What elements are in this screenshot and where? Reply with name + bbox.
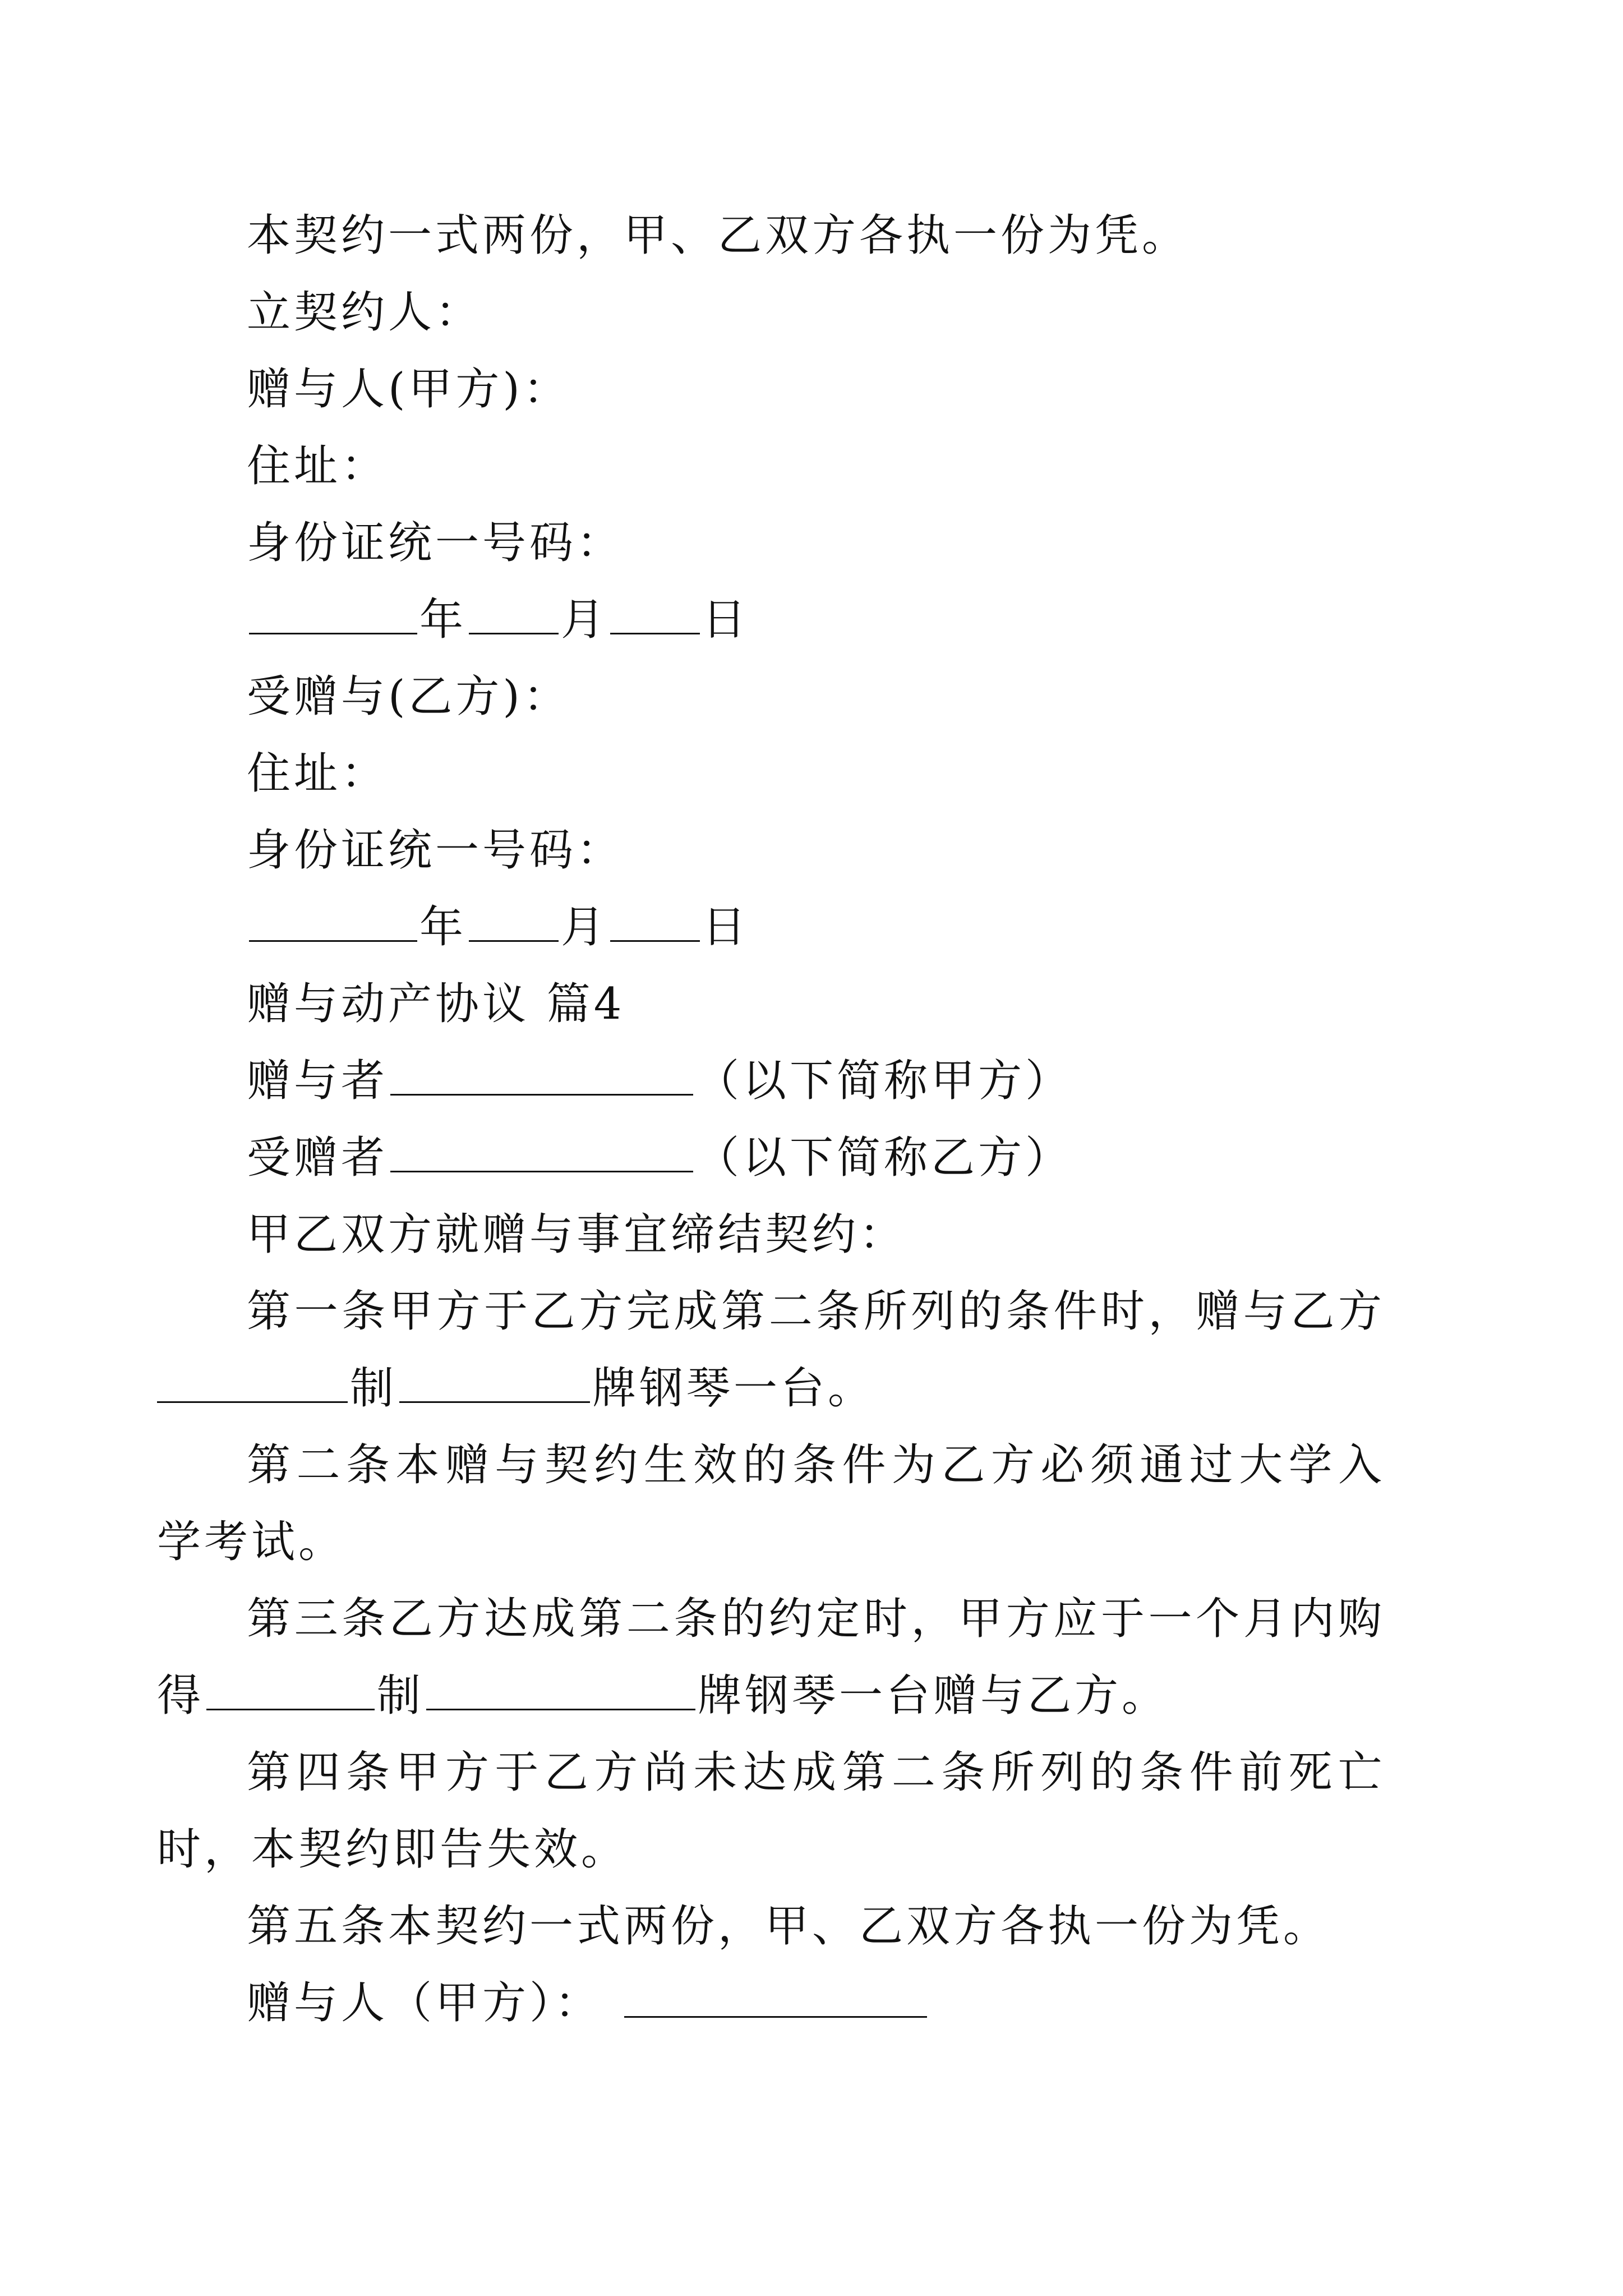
article-1-line-1: 第一条甲方于乙方完成第二条所列的条件时，赠与乙方 <box>247 1286 1385 1337</box>
donee-party-suffix: （以下简称乙方） <box>695 1133 1073 1183</box>
piano-make-label: 制 <box>350 1363 398 1414</box>
piano-make-label: 制 <box>377 1671 425 1721</box>
piano-make-blank <box>206 1672 375 1710</box>
donor-party-label: 赠与者 <box>247 1056 389 1106</box>
donor-address-label: 住址： <box>247 441 389 491</box>
day-label: 日 <box>702 902 750 953</box>
donor-signature-line <box>247 1965 1385 2042</box>
day-label: 日 <box>702 595 750 645</box>
donor-party-line <box>247 1043 1385 1120</box>
year-blank <box>249 903 417 942</box>
article-4-line-2: 时，本契约即告失效。 <box>157 1824 629 1875</box>
year-label: 年 <box>419 595 467 645</box>
donee-party-label: 受赠者 <box>247 1133 389 1183</box>
piano-make-blank <box>157 1364 348 1403</box>
donor-signature-label: 赠与人（甲方）： <box>247 1978 602 2028</box>
piano-brand-blank <box>399 1364 590 1403</box>
year-label: 年 <box>419 902 467 953</box>
donee-date-line <box>247 889 1385 966</box>
article-4-line-1: 第四条甲方于乙方尚未达成第二条所列的条件前死亡 <box>247 1747 1385 1798</box>
donee-id-label: 身份证统一号码： <box>247 825 624 876</box>
donor-signature-blank <box>624 1979 927 2018</box>
year-blank <box>249 596 417 634</box>
donor-id-label: 身份证统一号码： <box>247 518 624 568</box>
article-2-line-2: 学考试。 <box>157 1517 346 1567</box>
donor-label: 赠与人(甲方)： <box>247 364 570 415</box>
agreement-intro: 甲乙双方就赠与事宜缔结契约： <box>247 1209 907 1260</box>
piano-brand-blank <box>426 1672 695 1710</box>
day-blank <box>610 596 700 634</box>
month-blank <box>469 596 559 634</box>
donor-name-blank <box>390 1057 693 1096</box>
donee-label: 受赠与(乙方)： <box>247 671 570 722</box>
article-1-line-2 <box>157 1350 1385 1427</box>
donee-address-label: 住址： <box>247 748 389 799</box>
donor-party-suffix: （以下简称甲方） <box>695 1056 1073 1106</box>
month-label: 月 <box>561 595 608 645</box>
article-3-line-2 <box>157 1658 1385 1734</box>
paragraph-signatories: 立契约人： <box>247 287 483 338</box>
piano-suffix: 牌钢琴一台。 <box>592 1363 875 1414</box>
article-2-line-1: 第二条本赠与契约生效的条件为乙方必须通过大学入 <box>247 1440 1385 1490</box>
article-3-prefix: 得 <box>157 1671 205 1721</box>
document-body <box>157 197 1385 2042</box>
donee-name-blank <box>390 1134 693 1172</box>
piano-suffix: 牌钢琴一台赠与乙方。 <box>698 1671 1169 1721</box>
month-label: 月 <box>561 902 608 953</box>
day-blank <box>610 903 700 942</box>
month-blank <box>469 903 559 942</box>
article-3-line-1: 第三条乙方达成第二条的约定时，甲方应于一个月内购 <box>247 1594 1385 1644</box>
paragraph-copies: 本契约一式两份，甲、乙双方各执一份为凭。 <box>247 210 1189 261</box>
article-5: 第五条本契约一式两份，甲、乙双方各执一份为凭。 <box>247 1901 1331 1952</box>
donor-date-line <box>247 582 1385 659</box>
section-heading: 赠与动产协议 篇4 <box>247 979 625 1029</box>
donee-party-line <box>247 1120 1385 1197</box>
